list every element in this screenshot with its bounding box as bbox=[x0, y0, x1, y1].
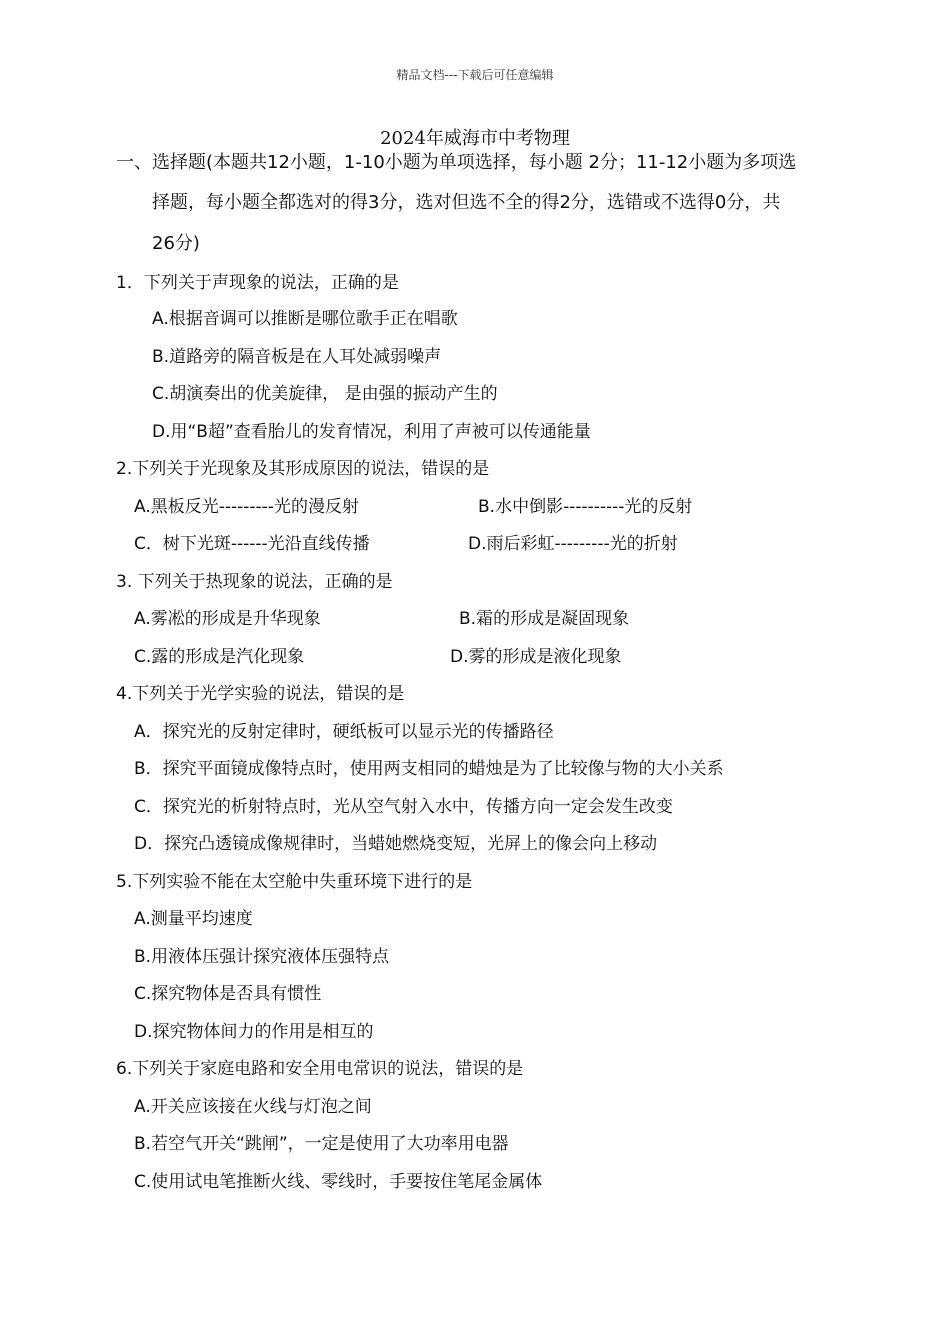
section-heading-line-2: 择题，每小题全都选对的得3分，选对但选不全的得2分，选错或不选得0分，共 bbox=[152, 192, 781, 213]
question-4-option-c: C．探究光的析射特点时，光从空气射入水中，传播方向一定会发生改变 bbox=[134, 797, 673, 817]
question-1-stem: 1．下列关于声现象的说法，正确的是 bbox=[116, 273, 399, 293]
question-1-option-d: D.用“B超”查看胎儿的发育情况，利用了声被可以传通能量 bbox=[152, 422, 591, 442]
section-heading-line-3: 26分) bbox=[152, 233, 200, 254]
question-5-option-a: A.测量平均速度 bbox=[134, 909, 253, 929]
question-3-option-b: B.霜的形成是凝固现象 bbox=[459, 609, 630, 629]
page-title: 2024年威海市中考物理 bbox=[380, 128, 570, 149]
question-5-stem: 5.下列实验不能在太空舱中失重环境下进行的是 bbox=[116, 872, 473, 892]
question-2-option-a: A.黑板反光---------光的漫反射 bbox=[134, 497, 359, 517]
question-2-option-d: D.雨后彩虹---------光的折射 bbox=[468, 534, 678, 554]
question-6-option-b: B.若空气开关“跳闸”，一定是使用了大功率用电器 bbox=[134, 1134, 509, 1154]
question-1-option-a: A.根据音调可以推断是哪位歌手正在唱歌 bbox=[152, 309, 458, 329]
question-5-option-d: D.探究物体间力的作用是相互的 bbox=[134, 1022, 374, 1042]
question-6-option-c: C.使用试电笔推断火线、零线时，手要按住笔尾金属体 bbox=[134, 1172, 543, 1192]
question-2-option-c: C．树下光斑------光沿直线传播 bbox=[134, 534, 370, 554]
question-6-stem: 6.下列关于家庭电路和安全用电常识的说法，错误的是 bbox=[116, 1059, 524, 1079]
question-3-option-d: D.雾的形成是液化现象 bbox=[450, 647, 622, 667]
header-note: 精品文档---下载后可任意编辑 bbox=[396, 68, 554, 82]
question-5-option-b: B.用液体压强计探究液体压强特点 bbox=[134, 947, 390, 967]
question-1-option-b: B.道路旁的隔音板是在人耳处减弱噪声 bbox=[152, 347, 442, 367]
section-heading-line-1: 一、选择题(本题共12小题，1-10小题为单项选择，每小题 2分；11-12小题为多项选 bbox=[116, 152, 797, 173]
question-3-stem: 3. 下列关于热现象的说法，正确的是 bbox=[116, 572, 393, 592]
question-1-option-c: C.胡演奏出的优美旋律， 是由强的振动产生的 bbox=[152, 384, 498, 404]
question-4-option-a: A．探究光的反射定律时，硬纸板可以显示光的传播路径 bbox=[134, 722, 554, 742]
question-6-option-a: A.开关应该接在火线与灯泡之间 bbox=[134, 1097, 372, 1117]
question-4-option-d: D．探究凸透镜成像规律时，当蜡她燃烧变短，光屏上的像会向上移动 bbox=[134, 834, 658, 854]
question-5-option-c: C.探究物体是否具有惯性 bbox=[134, 984, 322, 1004]
question-3-option-a: A.雾凇的形成是升华现象 bbox=[134, 609, 321, 629]
question-4-option-b: B．探究平面镜成像特点时，使用两支相同的蜡烛是为了比较像与物的大小关系 bbox=[134, 759, 724, 779]
question-2-stem: 2.下列关于光现象及其形成原因的说法，错误的是 bbox=[116, 459, 490, 479]
question-2-option-b: B.水中倒影----------光的反射 bbox=[478, 497, 693, 517]
question-4-stem: 4.下列关于光学实验的说法，错误的是 bbox=[116, 684, 405, 704]
question-3-option-c: C.露的形成是汽化现象 bbox=[134, 647, 305, 667]
